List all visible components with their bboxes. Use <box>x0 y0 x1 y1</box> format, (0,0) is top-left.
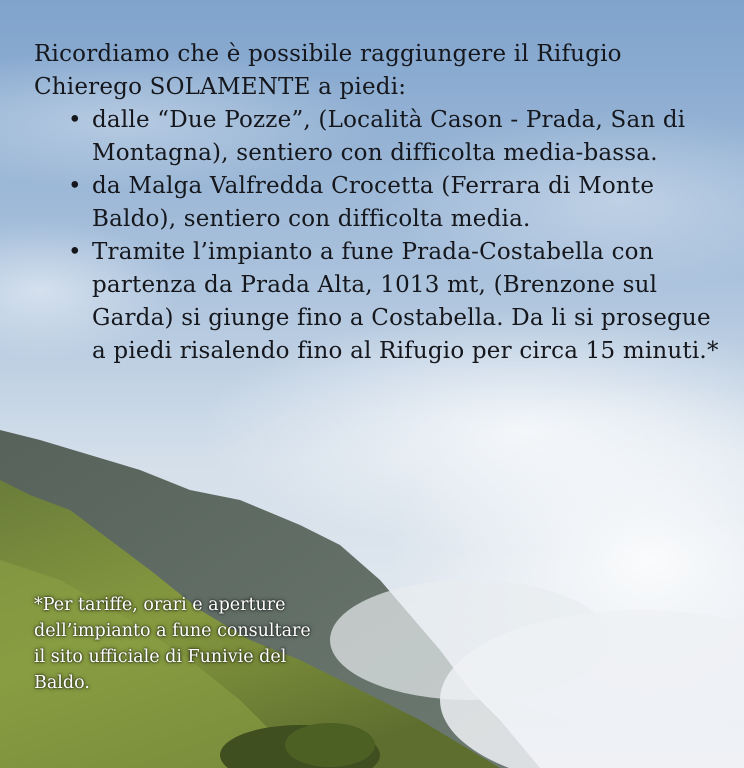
access-info-block <box>34 38 724 368</box>
intro-text: Ricordiamo che è possibile raggiungere il Rifugio Chierego SOLAMENTE a piedi: <box>34 41 622 100</box>
route-item-malga-valfredda: • da Malga Valfredda Crocetta (Ferrara di Monte Baldo), sentiero con difficolta media. <box>92 170 724 236</box>
route-item-impianto-fune: • Tramite l’impianto a fune Prada-Costabella con partenza da Prada Alta, 1013 mt, (Brenzone sul Garda) si giunge fino a Costabella. Da li si prosegue a piedi risalendo fino al Rifugio per circa 15 minuti.* <box>92 236 724 368</box>
route-item-due-pozze: • dalle “Due Pozze”, (Località Cason - Prada, San di Montagna), sentiero con difficolta media-bassa. <box>92 104 724 170</box>
footnote-text: *Per tariffe, orari e aperture dell’impianto a fune consultare il sito ufficiale di Funivie del Baldo. <box>34 595 311 693</box>
routes-list <box>34 104 724 368</box>
